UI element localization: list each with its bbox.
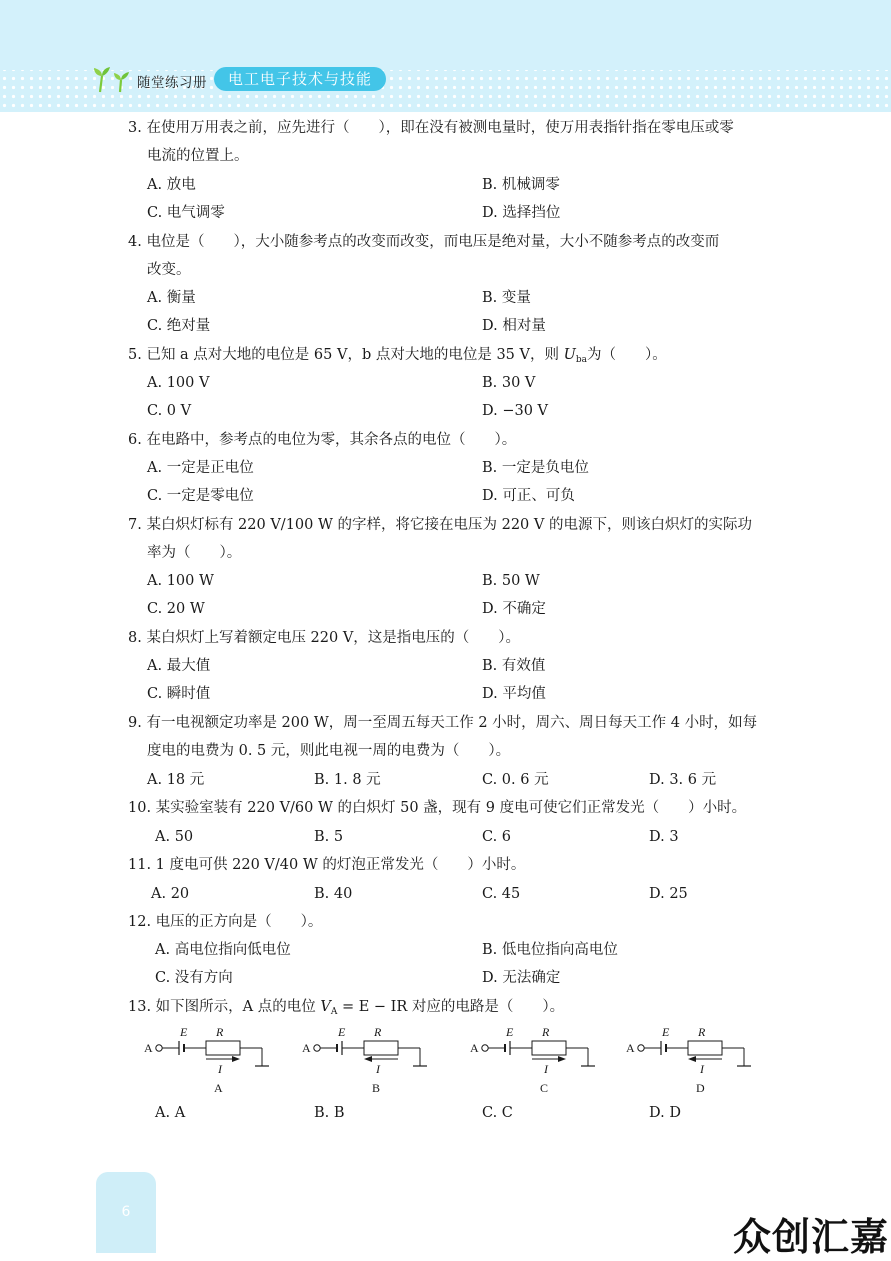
question-13-text-before: 13. 如下图所示，A 点的电位 (128, 999, 321, 1015)
question-3-option-d[interactable]: D. 选择挡位 (482, 205, 561, 221)
circuit-a-source-label: E (180, 1025, 188, 1039)
circuit-c-current-label: I (544, 1062, 548, 1076)
question-8-line-1: 8. 某白炽灯上写着额定电压 220 V，这是指电压的（ ）。 (128, 630, 521, 646)
circuit-d-point-label: A (626, 1041, 635, 1055)
question-6-line-1: 6. 在电路中，参考点的电位为零，其余各点的电位（ ）。 (128, 432, 517, 448)
question-4-option-a[interactable]: A. 衡量 (147, 290, 196, 306)
circuit-d-diagram (626, 1022, 786, 1098)
question-13-symbol: V (320, 999, 331, 1015)
circuit-d-caption: D (696, 1081, 705, 1095)
page-number-tab (96, 1172, 156, 1253)
circuit-a-caption: A (214, 1081, 223, 1095)
circuit-c-caption: C (540, 1081, 549, 1095)
circuit-b-point-label: A (302, 1041, 311, 1055)
circuit-c-diagram (470, 1022, 630, 1098)
circuit-a-current-label: I (218, 1062, 222, 1076)
circuit-d-source-label: E (662, 1025, 670, 1039)
question-8-option-b[interactable]: B. 有效值 (482, 658, 546, 674)
question-7-option-c[interactable]: C. 20 W (147, 601, 205, 617)
question-9-line-2: 度电的电费为 0. 5 元，则此电视一周的电费为（ ）。 (147, 743, 511, 759)
question-12-line-1: 12. 电压的正方向是（ ）。 (128, 914, 323, 930)
question-13-subscript: A (330, 1007, 338, 1017)
question-12-option-d[interactable]: D. 无法确定 (482, 970, 561, 986)
circuit-d-resistor-label: R (698, 1025, 706, 1039)
question-10-option-d[interactable]: D. 3 (649, 829, 679, 845)
question-6-option-b[interactable]: B. 一定是负电位 (482, 460, 589, 476)
question-4-option-d[interactable]: D. 相对量 (482, 318, 546, 334)
question-3-option-b[interactable]: B. 机械调零 (482, 177, 560, 193)
question-9-option-b[interactable]: B. 1. 8 元 (314, 772, 381, 788)
question-7-option-a[interactable]: A. 100 W (147, 573, 214, 589)
circuit-b-diagram (302, 1022, 462, 1098)
question-3-option-a[interactable]: A. 放电 (147, 177, 196, 193)
watermark-logo: 众创汇嘉 (733, 1215, 890, 1259)
question-13-option-b[interactable]: B. B (314, 1105, 345, 1121)
question-4-option-b[interactable]: B. 变量 (482, 290, 531, 306)
question-6-option-c[interactable]: C. 一定是零电位 (147, 488, 254, 504)
question-11-option-a[interactable]: A. 20 (151, 886, 190, 902)
question-5-option-a[interactable]: A. 100 V (147, 375, 210, 391)
question-7-line-1: 7. 某白炽灯标有 220 V/100 W 的字样，将它接在电压为 220 V 的电源下，则该白炽灯的实际功 (128, 517, 752, 533)
circuit-a-point-label: A (144, 1041, 153, 1055)
question-13-option-a[interactable]: A. A (155, 1105, 186, 1121)
question-11-line-1: 11. 1 度电可供 220 V/40 W 的灯泡正常发光（ ）小时。 (128, 857, 526, 873)
question-3-line-2: 电流的位置上。 (147, 148, 249, 164)
page-number: 6 (121, 1204, 131, 1220)
book-title-badge: 电工电子技术与技能 (214, 67, 386, 91)
question-5-option-b[interactable]: B. 30 V (482, 375, 536, 391)
question-12-option-c[interactable]: C. 没有方向 (155, 970, 233, 986)
question-7-option-d[interactable]: D. 不确定 (482, 601, 546, 617)
circuit-c-resistor-label: R (542, 1025, 550, 1039)
question-7-option-b[interactable]: B. 50 W (482, 573, 540, 589)
circuit-b-current-label: I (376, 1062, 380, 1076)
question-8-option-a[interactable]: A. 最大值 (147, 658, 211, 674)
question-9-option-d[interactable]: D. 3. 6 元 (649, 772, 717, 788)
sprout-logo-icon (92, 64, 132, 94)
question-5-subscript: ba (575, 355, 587, 365)
question-5-line-1 (128, 346, 667, 369)
circuit-a-diagram (144, 1022, 304, 1098)
question-5-text-before: 5. 已知 a 点对大地的电位是 65 V，b 点对大地的电位是 35 V，则 (128, 347, 564, 363)
circuit-b-resistor-label: R (374, 1025, 382, 1039)
question-9-option-a[interactable]: A. 18 元 (147, 772, 205, 788)
question-5-symbol: U (563, 347, 576, 363)
question-10-line-1: 10. 某实验室装有 220 V/60 W 的白炽灯 50 盏，现有 9 度电可使它们正常发光（ ）小时。 (128, 800, 747, 816)
question-7-line-2: 率为（ ）。 (147, 545, 242, 561)
circuit-a-resistor-label: R (216, 1025, 224, 1039)
circuit-d-current-label: I (700, 1062, 704, 1076)
question-8-option-d[interactable]: D. 平均值 (482, 686, 546, 702)
question-5-text-after: 为（ ）。 (586, 347, 667, 363)
header-band (0, 0, 891, 112)
question-9-line-1: 9. 有一电视额定功率是 200 W，周一至周五每天工作 2 小时，周六、周日每天工作 4 小时，如每 (128, 715, 758, 731)
question-4-line-1: 4. 电位是（ ），大小随参考点的改变而改变，而电压是绝对量，大小不随参考点的改变而 (128, 234, 720, 250)
question-12-option-a[interactable]: A. 高电位指向低电位 (155, 942, 291, 958)
circuit-b-source-label: E (338, 1025, 346, 1039)
question-4-line-2: 改变。 (147, 262, 191, 278)
question-4-option-c[interactable]: C. 绝对量 (147, 318, 211, 334)
question-13-option-d[interactable]: D. D (649, 1105, 681, 1121)
question-12-option-b[interactable]: B. 低电位指向高电位 (482, 942, 618, 958)
question-3-line-1: 3. 在使用万用表之前，应先进行（ ），即在没有被测电量时，使万用表指针指在零电压或零 (128, 120, 734, 136)
question-13-line-1 (128, 998, 564, 1021)
question-6-option-a[interactable]: A. 一定是正电位 (147, 460, 254, 476)
question-8-option-c[interactable]: C. 瞬时值 (147, 686, 211, 702)
circuit-b-caption: B (372, 1081, 381, 1095)
question-6-option-d[interactable]: D. 可正、可负 (482, 488, 575, 504)
question-3-option-c[interactable]: C. 电气调零 (147, 205, 225, 221)
question-10-option-c[interactable]: C. 6 (482, 829, 512, 845)
circuit-c-point-label: A (470, 1041, 479, 1055)
header-fill (0, 0, 891, 70)
question-10-option-b[interactable]: B. 5 (314, 829, 344, 845)
question-11-option-d[interactable]: D. 25 (649, 886, 688, 902)
book-name: 随堂练习册 (137, 75, 207, 91)
question-9-option-c[interactable]: C. 0. 6 元 (482, 772, 549, 788)
question-10-option-a[interactable]: A. 50 (155, 829, 194, 845)
question-13-option-c[interactable]: C. C (482, 1105, 513, 1121)
question-11-option-b[interactable]: B. 40 (314, 886, 353, 902)
question-13-text-after: = E − IR 对应的电路是（ ）。 (337, 999, 565, 1015)
question-5-option-d[interactable]: D. −30 V (482, 403, 549, 419)
circuit-c-source-label: E (506, 1025, 514, 1039)
question-11-option-c[interactable]: C. 45 (482, 886, 521, 902)
question-5-option-c[interactable]: C. 0 V (147, 403, 192, 419)
